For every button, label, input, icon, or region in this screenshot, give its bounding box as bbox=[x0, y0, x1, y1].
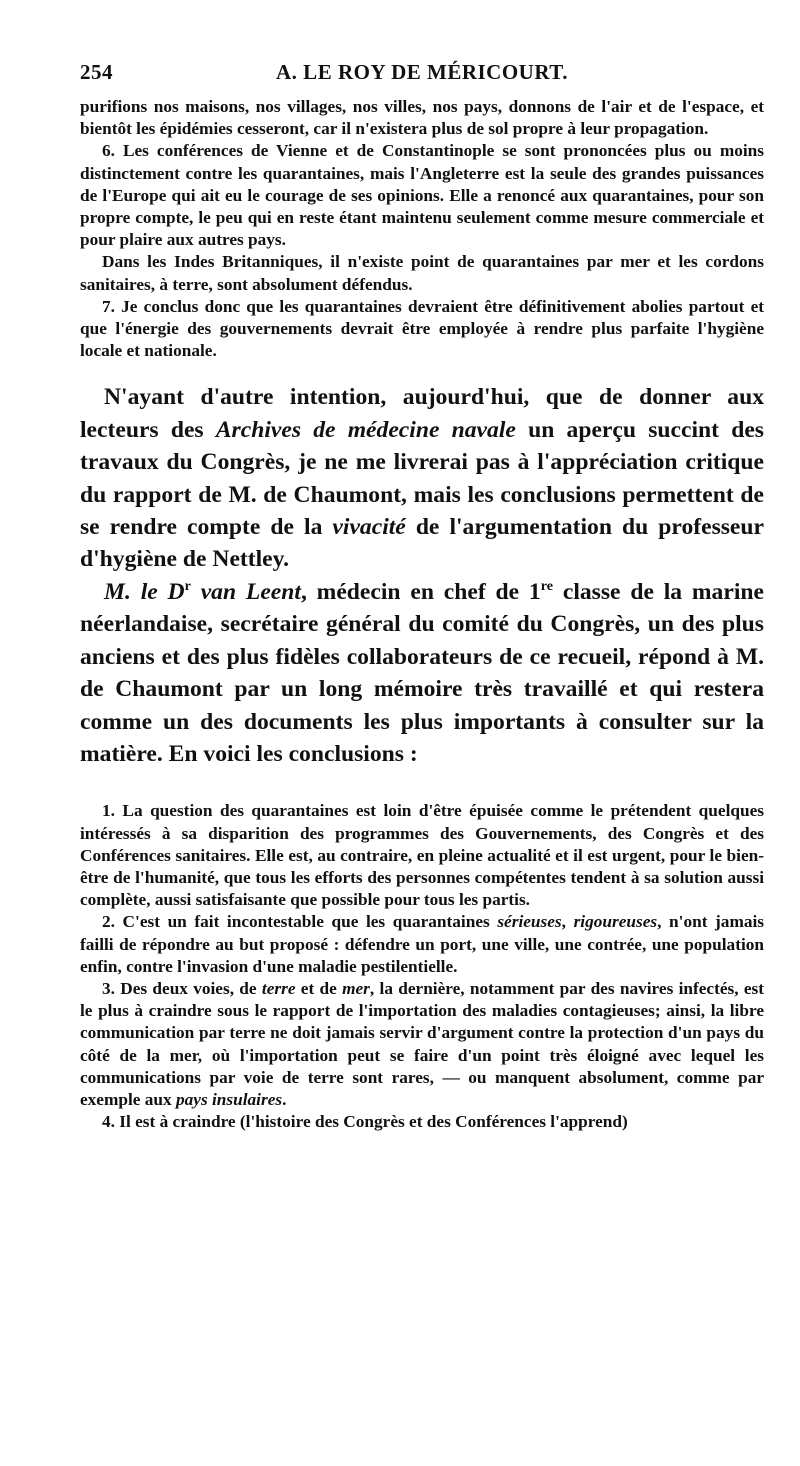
page-number: 254 bbox=[80, 60, 113, 84]
body-paragraph-intro: N'ayant d'autre intention, aujourd'hui, que de donner aux lecteurs des Archives de médecine navale un aperçu succint des travaux du Congrès, je ne me livrerai pas à l'appréciation critique du rapport de M. de Chaumont, mais les conclusions permettent de se rendre compte de la vivacité de l'argumentation du professeur d'hygiène de Nettley. bbox=[80, 384, 764, 573]
paragraph-indes-britanniques: Dans les Indes Britanniques, il n'existe point de quarantaines par mer et les cordons sanitaires, à terre, sont absolument défendus. bbox=[80, 252, 764, 294]
conclusion-2: 2. C'est un fait incontestable que les quarantaines sérieuses, rigoureuses, n'ont jamais failli de répondre au but proposé : défendre un port, une ville, une contrée, une population enfin, contre l'invasion d'une maladie pestilentielle. bbox=[80, 912, 765, 976]
running-header bbox=[80, 60, 764, 96]
body-paragraph-van-leent: M. le $D^r$ van Leent, médecin en chef de 1re classe de la marine néerlandaise, secrétaire général du comité du Congrès, un des plus anciens et des plus fidèles collaborateurs de ce recueil, répond à M. de Chaumont par un long mémoire très travaillé et qui restera comme un des documents les plus importants à consulter sur la matière. En voici les conclusions : bbox=[80, 578, 764, 767]
conclusion-3: 3. Des deux voies, de terre et de mer, la dernière, notamment par des navires infectés, est le plus à craindre sous le rapport de l'importation des maladies contagieuses; ainsi, la libre communication par terre ne doit jamais servir d'argument contre la protection d'un pays du côté de la mer, où l'importation peut se faire d'un point très éloigné avec lequel les communications par voie de terre sont rares, — ou manquent absolument, comme par exemple aux pays insulaires. bbox=[80, 978, 765, 1109]
running-title: A. LE ROY DE MÉRICOURT. bbox=[276, 60, 568, 84]
conclusion-4: 4. Il est à craindre (l'histoire des Congrès et des Conférences l'apprend) bbox=[102, 1112, 628, 1132]
section-gap bbox=[80, 770, 764, 800]
paragraph-point-6: 6. Les conférences de Vienne et de Constantinople se sont prononcées plus ou moins distinctement contre les quarantaines, mais l'Angleterre est la seule des grandes puissances de l'Europe qui ait eu le courage de ses opinions. Elle a renoncé aux quarantaines, pour son propre compte, le peu qui en reste étant maintenu seulement comme mesure commerciale et pour plaire aux autres pays. bbox=[80, 141, 764, 250]
section-gap bbox=[80, 362, 764, 381]
paragraph-continuation: purifions nos maisons, nos villages, nos villes, nos pays, donnons de l'air et de l'espace, et bientôt les épidémies cesseront, car il n'existera plus de sol propre à leur propagation. bbox=[80, 97, 764, 139]
conclusion-1: 1. La question des quarantaines est loin d'être épuisée comme le prétendent quelques intéressés à sa disparition des programmes des Gouvernements, des Congrès et des Conférences sanitaires. Elle est, au contraire, en pleine actualité et il est urgent, pour le bien-être de l'humanité, que tous les efforts des personnes compétentes tendent à sa solution aussi complète, aussi satisfaisante que possible pour tous les partis. bbox=[80, 801, 764, 910]
paragraph-point-7: 7. Je conclus donc que les quarantaines devraient être définitivement abolies partout et que l'énergie des gouvernements devrait être employée à rendre plus parfaite l'hygiène locale et nationale. bbox=[80, 296, 764, 361]
page bbox=[80, 60, 764, 1133]
